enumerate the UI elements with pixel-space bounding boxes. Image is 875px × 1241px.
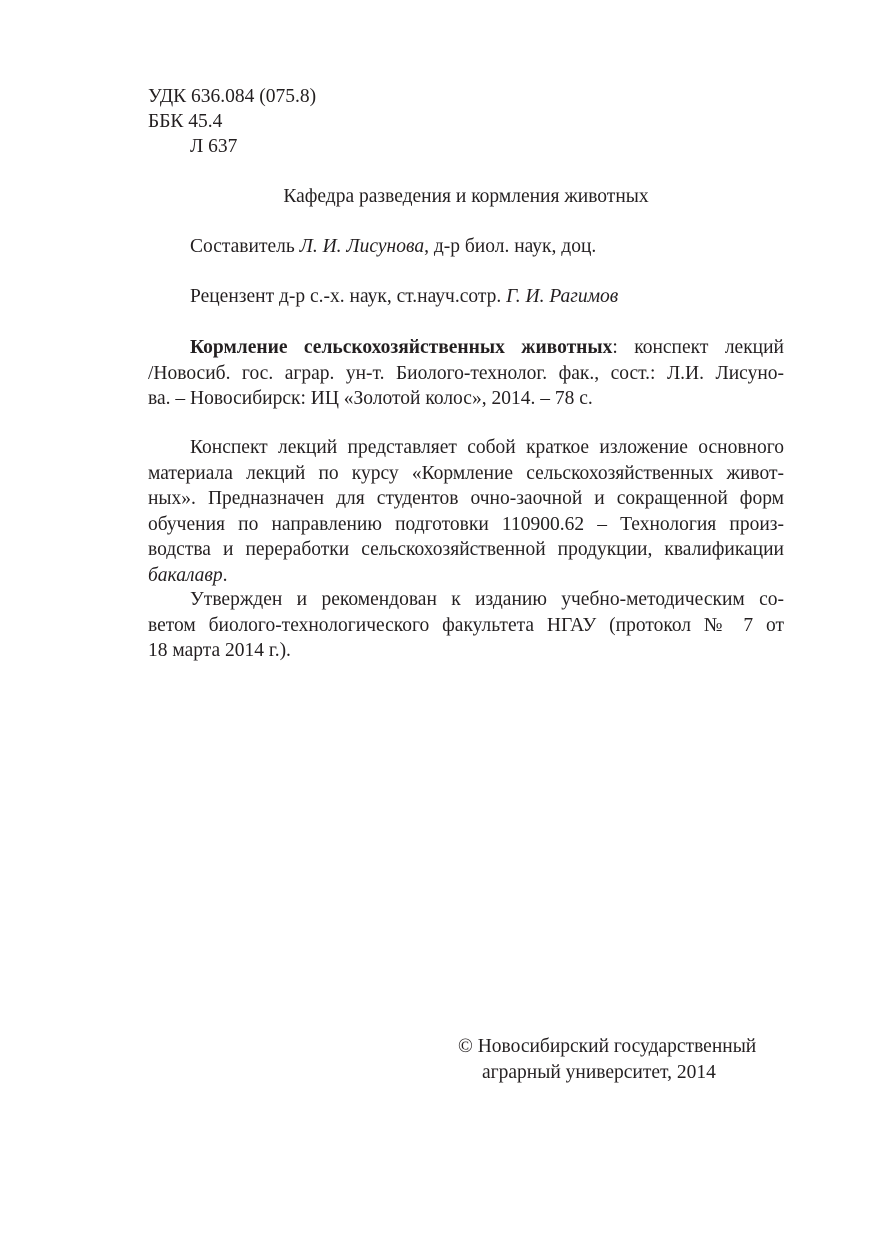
compiler-name: Л. И. Лисунова xyxy=(299,236,425,257)
abstract-line-6 xyxy=(148,563,784,589)
reviewer-label: Рецензент д-р с.-х. наук, ст.науч.сотр. xyxy=(190,286,502,307)
approval-line-2: ветом биолого-технологического факультета НГАУ (протокол № 7 от xyxy=(148,614,784,636)
approval-paragraph xyxy=(148,587,784,664)
reviewer-name: Г. И. Рагимов xyxy=(506,286,619,307)
classification-codes xyxy=(148,84,316,159)
abstract-paragraph xyxy=(148,435,784,589)
approval-line-3: 18 марта 2014 г.). xyxy=(148,640,291,662)
reviewer-line xyxy=(190,284,618,310)
abstract-line-3: ных». Предназначен для студентов очно-заочной и сокращенной форм xyxy=(148,488,784,510)
qualification-term: бакалавр xyxy=(148,564,223,586)
biblio-line-3: ва. – Новосибирск: ИЦ «Золотой колос», 2014. – 78 с. xyxy=(148,388,593,410)
copyright-notice xyxy=(458,1034,756,1086)
udk-code: УДК 636.084 (075.8) xyxy=(148,86,317,107)
bibliographic-description xyxy=(148,335,784,412)
abstract-line-6-end: . xyxy=(222,564,228,586)
author-mark: Л 637 xyxy=(190,136,238,157)
bbk-code: ББК 45.4 xyxy=(148,111,223,132)
biblio-line-1-rest: : конспект лекций xyxy=(612,337,784,358)
book-title: Кормление сельскохозяйственных животных xyxy=(190,337,613,358)
abstract-line-4: обучения по направлению подготовки 110900.62 – Технология произ- xyxy=(148,513,784,535)
abstract-line-5: водства и переработки сельскохозяйственной продукции, квалификации xyxy=(148,539,784,561)
compiler-label: Составитель xyxy=(190,236,295,257)
department-name: Кафедра разведения и кормления животных xyxy=(283,186,649,207)
abstract-line-1: Конспект лекций представляет собой краткое изложение основного xyxy=(190,437,784,458)
biblio-line-2: /Новосиб. гос. аграр. ун-т. Биолого-технолог. фак., сост.: Л.И. Лисуно- xyxy=(148,362,784,384)
copyright-line-2: аграрный университет, 2014 xyxy=(482,1062,716,1083)
compiler-degree: , д-р биол. наук, доц. xyxy=(424,236,597,257)
copyright-line-1: © Новосибирский государственный xyxy=(458,1036,757,1057)
biblio-line-1 xyxy=(148,335,784,361)
compiler-line xyxy=(190,234,596,260)
abstract-line-2: материала лекций по курсу «Кормление сельскохозяйственных живот- xyxy=(148,462,784,484)
approval-line-1: Утвержден и рекомендован к изданию учебно-методическим со- xyxy=(190,589,784,610)
